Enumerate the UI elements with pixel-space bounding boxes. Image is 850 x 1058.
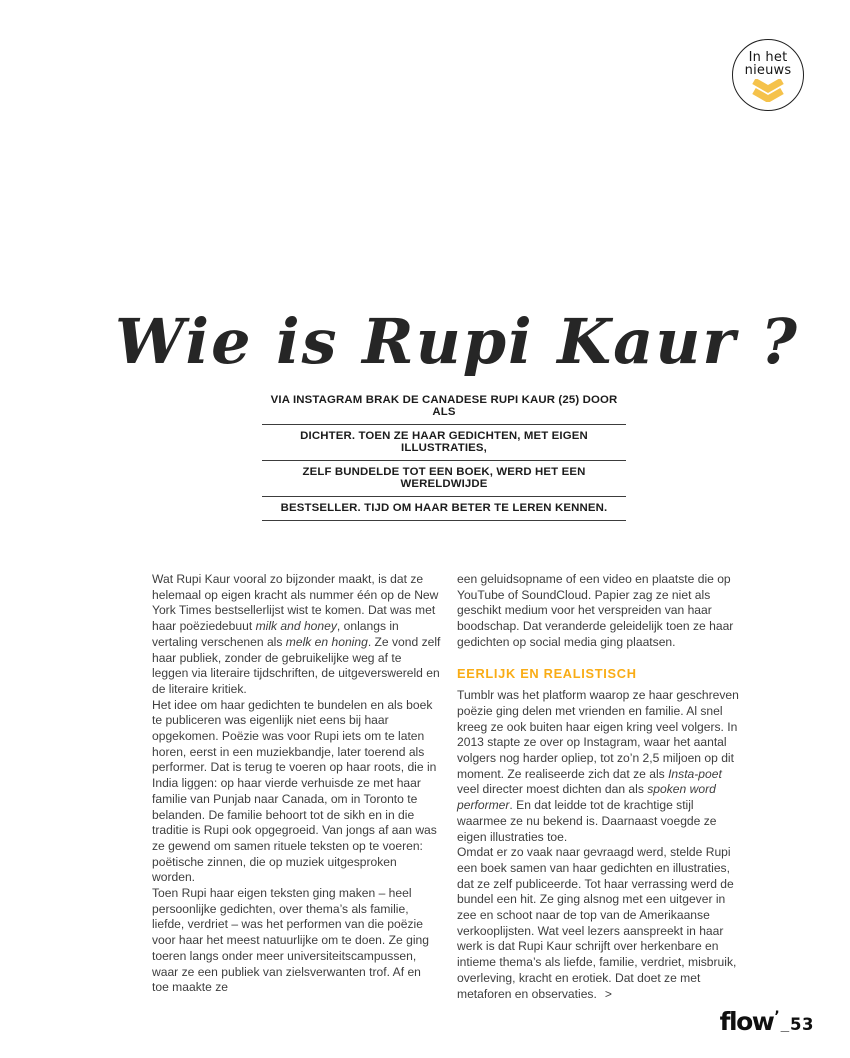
- intro-standfirst: [262, 394, 626, 526]
- page-number: 53: [790, 1015, 814, 1034]
- paragraph: Het idee om haar gedichten te bundelen en als boek te publiceren was eigenlijk niet eens bij haar opgekomen. Poëzie was voor Rupi iets om te laten horen, eerst in een muziekbandje, later toerend als performer. Dat is terug te voeren op haar roots, die in India liggen: op haar vierde verhuisde ze met haar familie van Punjab naar Canada, om in Toronto te belanden. De familie behoort tot de sikh en in die traditie is Rupi ook opgegroeid. Van jongs af aan was ze gewend om samen rituele teksten op te voeren: poëtische zinnen, die op muziek uitgesproken worden.: [152, 697, 437, 885]
- intro-line: VIA INSTAGRAM BRAK DE CANADESE RUPI KAUR (25) DOOR ALS: [262, 394, 626, 425]
- right-column: [457, 572, 746, 1002]
- flow-logo-mark: ’: [774, 1009, 780, 1025]
- text-segment: Wat Rupi Kaur vooral zo bijzonder maakt, is dat ze helemaal op eigen kracht als nummer één op de New York Times bestsellerlijst wist te komen. Dat was met haar poëziedebuut: [152, 572, 439, 634]
- badge-text-line2: nieuws: [744, 62, 792, 78]
- paragraph: [457, 845, 746, 1002]
- text-segment: . Ze vond zelf haar publiek, zonder de gebruikelijke weg af te leggen via literaire tijdschriften, de uitgeverswereld en de literaire kritiek.: [152, 634, 441, 696]
- intro-line: BESTSELLER. TIJD OM HAAR BETER TE LEREN KENNEN.: [262, 502, 626, 521]
- paragraph: een geluidsopname of een video en plaatste die op YouTube of SoundCloud. Papier zag ze niet als geschikt medium voor het verspreiden van haar boodschap. Dat veranderde geleidelijk toen ze haar gedichten op social media ging plaatsen.: [457, 572, 734, 649]
- paragraph: [457, 688, 746, 845]
- continued-marker: >: [604, 986, 612, 1001]
- page-title: Wie is Rupi Kaur ?: [115, 304, 799, 378]
- chevron-double-down-icon: [751, 79, 785, 102]
- page-footer: [720, 1007, 814, 1036]
- text-segment: Omdat er zo vaak naar gevraagd werd, stelde Rupi een boek samen van haar gedichten en illustraties, dat ze zelf publiceerde. Tot haar verrassing werd de bundel een hit. Ze ging alsnog met een uitgever in zee en schoot naar de top van de Amerikaanse verkooplijsten. Wat veel lezers aanspreekt in haar werk is dat Rupi Kaur schrijft over herkenbare en intieme thema’s als liefde, familie, verdriet, misbruik, overleving, kracht en erotiek. Dat doet ze met metaforen en observaties.: [457, 845, 737, 1001]
- text-segment: veel directer moest dichten dan als: [457, 782, 648, 797]
- left-column: [152, 572, 441, 1002]
- section-heading: EERLIJK EN REALISTISCH: [457, 665, 637, 681]
- intro-line: DICHTER. TOEN ZE HAAR GEDICHTEN, MET EIGEN ILLUSTRATIES,: [262, 430, 626, 461]
- text-segment: . En dat leidde tot de krachtige stijl waarmee ze nu bekend is. Daarnaast voegde ze eigen illustraties toe.: [457, 798, 717, 844]
- italic-book-title: melk en honing: [285, 634, 368, 649]
- italic-term: Insta-poet: [668, 766, 722, 781]
- italic-book-title: milk and honey: [255, 619, 337, 634]
- in-het-nieuws-badge: [732, 39, 804, 111]
- paragraph: [152, 572, 441, 698]
- intro-line: ZELF BUNDELDE TOT EEN BOEK, WERD HET EEN WERELDWIJDE: [262, 466, 626, 497]
- paragraph: Toen Rupi haar eigen teksten ging maken – heel persoonlijke gedichten, over thema’s als familie, liefde, verdriet – was het performen van die poëzie voor haar het meest natuurlijke om te doen. Ze ging toeren langs onder meer universiteitscampussen, waar ze een publiek van zielsverwanten trof. Af en toe maakte ze: [152, 886, 429, 995]
- folio-separator: _: [780, 1017, 790, 1034]
- flow-logo: flow: [719, 1007, 774, 1036]
- italic-term: spoken word performer: [457, 782, 716, 813]
- badge-text-line1: In het: [748, 50, 788, 65]
- text-segment: Tumblr was het platform waarop ze haar geschreven poëzie ging delen met vrienden en familie. Al snel kreeg ze ook buiten haar eigen kring veel volgers. In 2013 stapte ze over op Instagram, waar het aantal volgers nog harder opliep, tot zo’n 2,5 miljoen op dit moment. Ze realiseerde zich dat ze als: [457, 688, 739, 781]
- article-body: [152, 572, 746, 1002]
- text-segment: , onlangs in vertaling verschenen als: [152, 619, 399, 649]
